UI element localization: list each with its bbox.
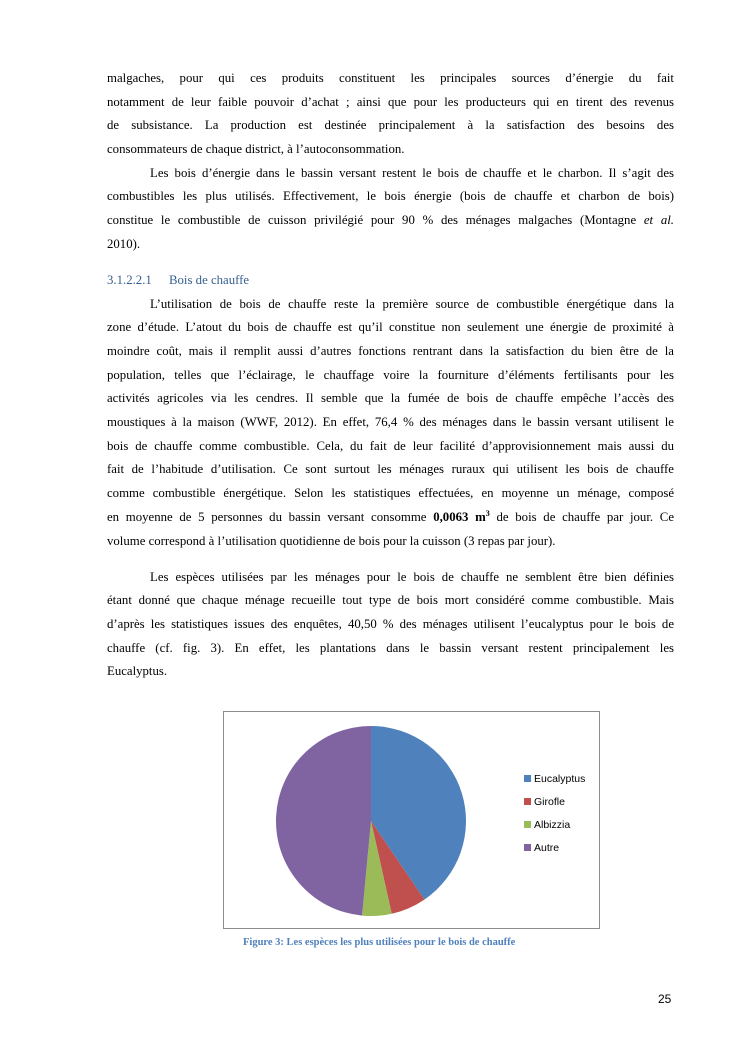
text-line-wrap <box>107 342 674 360</box>
text-line: moindre coût, mais il remplit aussi d’autres fonctions rentrant dans la satisfaction du bien être de la <box>107 344 674 358</box>
text-line-wrap <box>107 93 674 111</box>
legend-label-eucalyptus: Eucalyptus <box>534 773 586 785</box>
section-heading <box>107 271 249 289</box>
italic-citation: et al. <box>643 213 674 227</box>
text-line-with-italic <box>107 211 674 229</box>
text-line-wrap <box>107 591 674 609</box>
text-line-wrap <box>107 437 674 455</box>
text-line: L’utilisation de bois de chauffe reste la première source de combustible énergétique dans la <box>150 297 674 311</box>
paragraph-3 <box>107 295 674 313</box>
text-line: notamment de leur faible pouvoir d’achat ; ainsi que pour les producteurs qui en tirent des revenus <box>107 95 674 109</box>
section-number: 3.1.2.2.1 <box>107 273 152 287</box>
text-line: consommateurs de chaque district, à l’autoconsommation. <box>107 142 405 156</box>
text-line-wrap <box>107 211 674 229</box>
text-line: comme combustible énergétique. Selon les statistiques effectuées, en moyenne un ménage, composé <box>107 486 674 500</box>
legend-label-girofle: Girofle <box>534 796 565 808</box>
text-line: bois de chauffe comme combustible. Cela, du fait de leur facilité d’approvisionnement mais aussi du <box>107 439 674 453</box>
text-line: zone d’étude. L’atout du bois de chauffe est qu’il constitue non seulement une énergie de proximité à <box>107 320 674 334</box>
pie-slices <box>276 726 466 916</box>
text-line-wrap <box>107 140 674 158</box>
text-line: Eucalyptus. <box>107 664 168 678</box>
paragraph-1 <box>107 69 674 87</box>
text-line-wrap <box>107 116 674 134</box>
page-number: 25 <box>658 992 672 1006</box>
text-line-with-bold <box>107 508 674 526</box>
text-segment: constitue le combustible de cuisson privilégié pour 90 % des ménages malgaches (Montagne <box>107 213 637 227</box>
text-line-wrap <box>107 187 674 205</box>
text-line: chauffe (cf. fig. 3). En effet, les plantations dans le bassin versant restent principalement les <box>107 641 674 655</box>
figure-caption: Figure 3: Les espèces les plus utilisées pour le bois de chauffe <box>243 937 516 948</box>
superscript-3: 3 <box>485 509 490 518</box>
pie-slice-autre <box>276 726 371 916</box>
legend-swatch-albizzia <box>524 821 531 828</box>
section-title: Bois de chauffe <box>169 273 250 287</box>
text-line-wrap <box>107 484 674 502</box>
bold-volume <box>433 510 490 524</box>
text-line: activités agricoles via les cendres. Il semble que la fumée de bois de chauffe empêche l’accès des <box>107 391 674 405</box>
text-line: Les espèces utilisées par les ménages pour le bois de chauffe ne semblent être bien définies <box>150 570 674 584</box>
pie-chart-frame <box>223 711 600 929</box>
chart-legend <box>524 773 585 854</box>
text-line: d’après les statistiques issues des enquêtes, 40,50 % des ménages utilisent l’eucalyptus pour le bois de <box>107 617 674 631</box>
text-line: combustibles les plus utilisés. Effectivement, le bois énergie (bois de chauffe et charbon de bois) <box>107 189 674 203</box>
text-line: étant donné que chaque ménage recueille tout type de bois mort considéré comme combustible. Mais <box>107 593 674 607</box>
pie-chart <box>224 712 599 928</box>
text-line-wrap <box>107 662 674 680</box>
paragraph-2 <box>107 164 674 182</box>
bold-volume-value: 0,0063 m <box>433 510 486 524</box>
text-line-wrap <box>107 366 674 384</box>
text-line: malgaches, pour qui ces produits constituent les principales sources d’énergie du fait <box>107 71 674 85</box>
legend-swatch-autre <box>524 844 531 851</box>
text-line-wrap <box>107 389 674 407</box>
text-line-wrap <box>107 639 674 657</box>
text-line-wrap <box>107 460 674 478</box>
text-line: population, telles que l’éclairage, le chauffage voire la fourniture d’éléments fertilisants pour les <box>107 368 674 382</box>
text-segment: de bois de chauffe par jour. Ce <box>496 510 674 524</box>
legend-label-autre: Autre <box>534 842 560 854</box>
text-line-wrap <box>107 508 674 526</box>
text-segment: en moyenne de 5 personnes du bassin versant consomme <box>107 510 427 524</box>
text-line: Les bois d’énergie dans le bassin versant restent le bois de chauffe et le charbon. Il s’agit des <box>150 166 674 180</box>
text-line: 2010). <box>107 237 141 251</box>
text-line-wrap <box>107 413 674 431</box>
paragraph-4 <box>107 568 674 586</box>
legend-swatch-girofle <box>524 798 531 805</box>
text-line: volume correspond à l’utilisation quotidienne de bois pour la cuisson (3 repas par jour). <box>107 534 556 548</box>
legend-swatch-eucalyptus <box>524 775 531 782</box>
text-line-wrap <box>107 615 674 633</box>
text-line-wrap <box>107 318 674 336</box>
text-line: de subsistance. La production est destinée principalement à la satisfaction des besoins des <box>107 118 674 132</box>
text-line: fait de l’habitude d’utilisation. Ce sont surtout les ménages ruraux qui utilisent les bois de chauffe <box>107 462 674 476</box>
text-line: moustiques à la maison (WWF, 2012). En effet, 76,4 % des ménages dans le bassin versant utilisent le <box>107 415 674 429</box>
legend-label-albizzia: Albizzia <box>534 819 571 831</box>
text-line-wrap <box>107 235 674 253</box>
text-line-wrap <box>107 532 674 550</box>
